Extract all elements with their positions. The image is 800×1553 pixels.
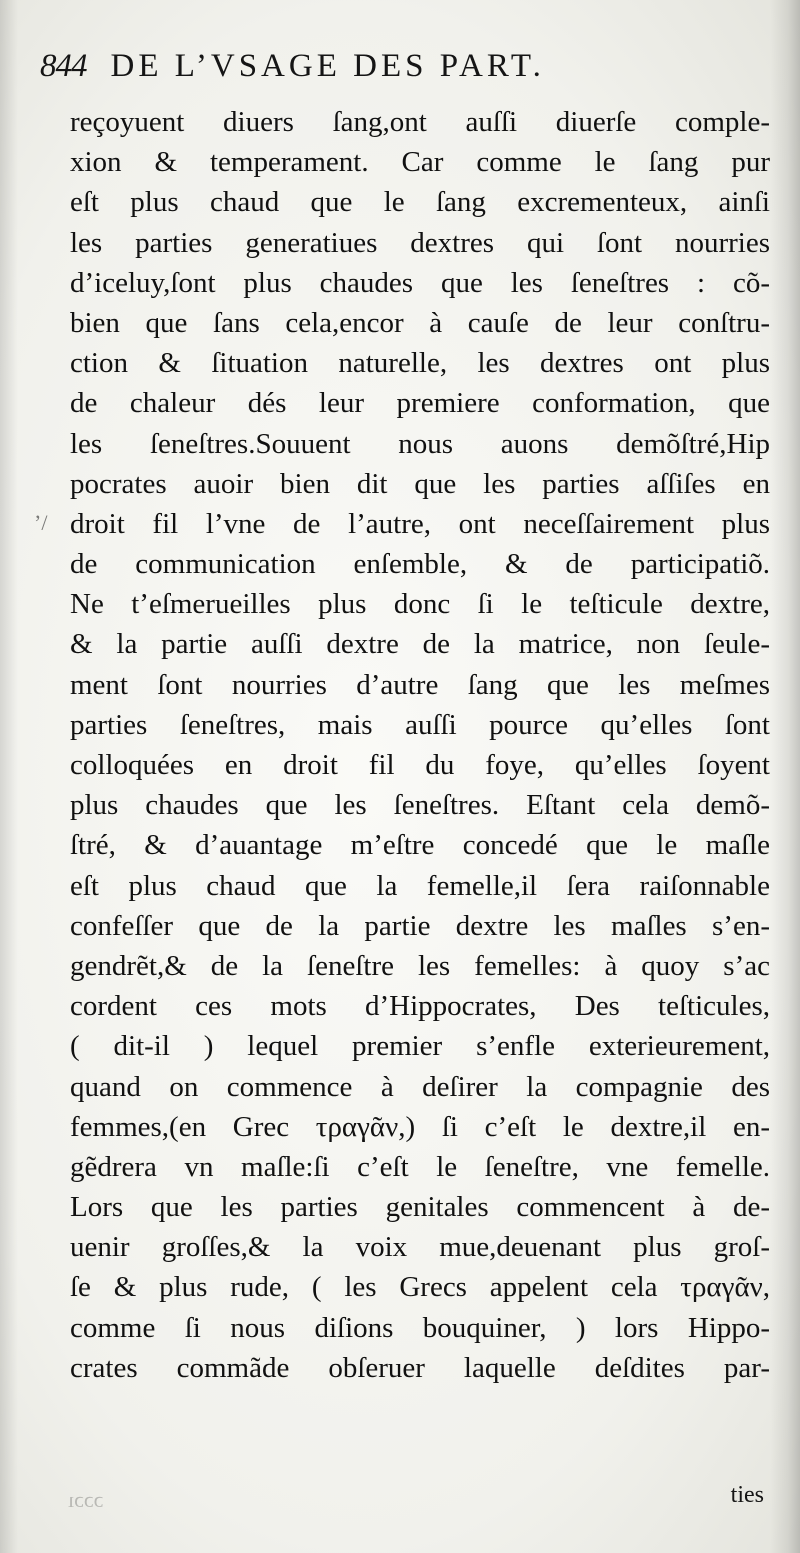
text-line: bien que ſans cela,encor à cauſe de leur conſtru- (70, 306, 770, 339)
text-line: eſt plus chaud que le ſang excrementeux, ainſi (70, 186, 770, 219)
text-line: ( dit-il ) lequel premier s’enfle exterieurement, (70, 1030, 770, 1063)
text-line: reçoyuent diuers ſang,ont auſſi diuerſe comple- (70, 106, 770, 138)
text-line: femmes,(en Grec τραγᾶν,) ſi c’eſt le dextre,il en- (70, 1110, 770, 1143)
text-line: crates commãde obſeruer laquelle deſdites par- (70, 1351, 770, 1384)
text-line: Ne t’eſmerueilles plus donc ſi le teſticule dextre, (70, 588, 770, 621)
text-line: ction & ſituation naturelle, les dextres ont plus (70, 347, 770, 380)
text-line: eſt plus chaud que la femelle,il ſera raiſonnable (70, 869, 770, 902)
text-line: quand on commence à deſirer la compagnie des (70, 1070, 770, 1103)
catchword: ties (730, 1482, 764, 1508)
text-line: de communication enſemble, & de participatiõ. (70, 548, 770, 581)
margin-mark: ’/ (34, 510, 48, 535)
text-line: droit fil l’vne de l’autre, ont neceſſairement plus (70, 507, 770, 540)
body-text (70, 102, 770, 1388)
bleed-through-text: ɔɔɔı (68, 1487, 104, 1512)
text-line: ment ſont nourries d’autre ſang que les meſmes (70, 668, 770, 701)
text-line: Lors que les parties genitales commencent à de- (70, 1191, 770, 1224)
text-line: les ſeneſtres.Souuent nous auons demõſtré,Hip (70, 427, 770, 460)
running-head (40, 48, 760, 98)
text-line: d’iceluy,ſont plus chaudes que les ſeneſtres : cõ- (70, 266, 770, 299)
text-line: les parties generatiues dextres qui ſont nourries (70, 226, 770, 259)
text-line: comme ſi nous diſions bouquiner, ) lors Hippo- (70, 1311, 770, 1344)
text-line: plus chaudes que les ſeneſtres. Eſtant cela demõ- (70, 789, 770, 822)
text-line: pocrates auoir bien dit que les parties aſſiſes en (70, 467, 770, 500)
page-gutter-shadow (770, 0, 800, 1553)
page-left-edge-shadow (0, 0, 18, 1553)
page-number: 844 (40, 48, 87, 84)
text-line: ſe & plus rude, ( les Grecs appelent cela τραγᾶν, (70, 1271, 770, 1304)
text-line: colloquées en droit fil du foye, qu’elles ſoyent (70, 749, 770, 781)
text-line: uenir groſſes,& la voix mue,deuenant plus groſ- (70, 1231, 770, 1264)
text-line: confeſſer que de la partie dextre les maſles s’en- (70, 909, 770, 942)
text-line: xion & temperament. Car comme le ſang pur (70, 146, 770, 179)
running-head-title: DE L’VSAGE DES PART. (110, 48, 545, 84)
text-line: & la partie auſſi dextre de la matrice, non ſeule- (70, 628, 770, 661)
text-line: ſtré, & d’auantage m’eſtre concedé que le maſle (70, 829, 770, 862)
text-line: de chaleur dés leur premiere conformation, que (70, 387, 770, 420)
text-line: parties ſeneſtres, mais auſſi pource qu’elles ſont (70, 708, 770, 741)
text-line: gẽdrera vn maſle:ſi c’eſt le ſeneſtre, vne femelle. (70, 1150, 770, 1183)
text-line: cordent ces mots d’Hippocrates, Des teſticules, (70, 990, 770, 1023)
text-line: gendrẽt,& de la ſeneſtre les femelles: à quoy s’ac (70, 949, 770, 982)
